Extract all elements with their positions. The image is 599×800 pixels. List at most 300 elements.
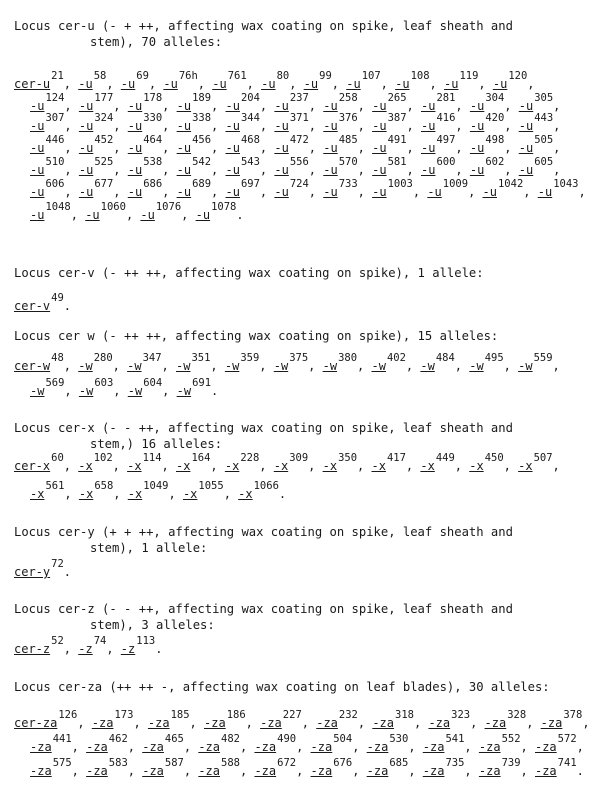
separator: , <box>520 740 535 754</box>
allele-number: 371 <box>289 112 309 124</box>
allele-line <box>30 375 219 398</box>
allele-number: 689 <box>192 178 212 190</box>
allele <box>86 731 128 754</box>
allele <box>372 154 406 177</box>
allele <box>196 199 237 222</box>
locus-section <box>14 328 594 344</box>
allele-number: 186 <box>226 709 246 721</box>
allele-symbol: -u <box>372 163 387 177</box>
allele <box>367 731 409 754</box>
allele <box>14 556 64 579</box>
separator: , <box>63 359 79 373</box>
allele-symbol: -u <box>372 141 387 155</box>
allele-number: 189 <box>192 92 212 104</box>
allele-symbol: -u <box>30 119 45 133</box>
allele-symbol: -za <box>142 764 164 778</box>
allele <box>421 132 455 155</box>
allele-number: 677 <box>94 178 114 190</box>
allele-number: 606 <box>45 178 65 190</box>
allele <box>30 176 64 199</box>
allele-number: 177 <box>94 92 114 104</box>
allele-number: 378 <box>563 709 583 721</box>
allele-number: 761 <box>227 70 247 82</box>
allele <box>261 68 289 91</box>
allele-line <box>30 731 584 754</box>
allele-symbol: -u <box>225 163 240 177</box>
allele-symbol: -u <box>346 77 361 91</box>
allele-symbol: -u <box>421 163 436 177</box>
allele <box>254 731 296 754</box>
allele-number: 552 <box>501 733 521 745</box>
allele-number: 462 <box>108 733 128 745</box>
allele-number: 542 <box>192 156 212 168</box>
end-period: . <box>63 299 72 313</box>
allele-number: 525 <box>94 156 114 168</box>
allele <box>323 132 357 155</box>
allele-symbol: -za <box>198 740 221 754</box>
allele-number: 1060 <box>100 201 126 213</box>
allele-number: 686 <box>143 178 163 190</box>
separator: , <box>64 384 79 398</box>
allele-symbol: -u <box>127 119 143 133</box>
allele-symbol: -u <box>176 141 192 155</box>
allele-symbol: -za <box>198 764 221 778</box>
separator: , <box>189 716 204 730</box>
allele-number: 572 <box>557 733 577 745</box>
allele-symbol: -za <box>540 716 563 730</box>
allele-number: 330 <box>143 112 163 124</box>
allele-number: 402 <box>386 352 406 364</box>
allele <box>225 350 259 373</box>
allele-number: 1066 <box>253 480 279 492</box>
allele <box>79 110 113 133</box>
allele <box>538 176 579 199</box>
separator: , <box>259 119 275 133</box>
allele-symbol: -u <box>78 99 94 113</box>
allele <box>79 132 113 155</box>
allele-symbol: cer-x <box>14 459 51 473</box>
separator: , <box>357 716 373 730</box>
allele-number: 441 <box>52 733 72 745</box>
separator: , <box>553 99 561 113</box>
separator: , <box>113 487 128 501</box>
allele-symbol: -u <box>443 77 459 91</box>
allele <box>177 110 211 133</box>
allele <box>519 132 553 155</box>
allele-symbol: -u <box>482 185 497 199</box>
allele <box>541 707 583 730</box>
allele-symbol: -x <box>224 459 240 473</box>
allele <box>78 350 112 373</box>
separator: , <box>259 163 275 177</box>
allele-number: 443 <box>534 112 554 124</box>
allele <box>30 110 64 133</box>
allele-symbol: -u <box>140 208 155 222</box>
allele <box>323 350 357 373</box>
allele-number: 359 <box>240 352 260 364</box>
allele-number: 305 <box>534 92 554 104</box>
separator: , <box>113 384 128 398</box>
allele-symbol: -u <box>469 141 485 155</box>
allele <box>128 176 162 199</box>
end-period: . <box>278 487 287 501</box>
allele <box>371 350 405 373</box>
allele <box>470 154 504 177</box>
allele <box>469 450 503 473</box>
allele <box>30 199 71 222</box>
allele-symbol: -w <box>30 384 45 398</box>
separator: , <box>408 764 423 778</box>
separator: , <box>211 163 226 177</box>
allele-symbol: -za <box>372 716 395 730</box>
end-period: . <box>155 642 163 656</box>
allele-symbol: -x <box>371 459 386 473</box>
allele-number: 456 <box>192 134 212 146</box>
allele-number: 575 <box>52 757 72 769</box>
separator: , <box>161 459 176 473</box>
allele-symbol: -x <box>175 459 191 473</box>
allele-number: 485 <box>338 134 358 146</box>
allele <box>470 110 504 133</box>
allele-number: 102 <box>93 452 113 464</box>
allele <box>142 731 184 754</box>
allele-symbol: -w <box>518 359 533 373</box>
separator: , <box>71 740 87 754</box>
separator: , <box>468 185 483 199</box>
allele-line <box>30 154 561 177</box>
allele <box>260 707 302 730</box>
allele <box>14 350 64 373</box>
allele-symbol: cer-w <box>14 359 51 373</box>
separator: , <box>296 764 311 778</box>
allele-number: 237 <box>289 92 309 104</box>
allele-symbol: -u <box>274 99 289 113</box>
allele <box>226 176 260 199</box>
allele-number: 324 <box>94 112 114 124</box>
separator: , <box>211 119 226 133</box>
locus-header: Locus cer w (- ++ ++, affecting wax coating on spike), 15 alleles: <box>14 329 499 343</box>
allele-number: 1043 <box>553 178 579 190</box>
separator: , <box>168 487 183 501</box>
allele <box>238 478 279 501</box>
separator: , <box>357 459 372 473</box>
separator: , <box>552 359 560 373</box>
allele-symbol: -za <box>147 716 170 730</box>
allele-number: 21 <box>51 70 64 82</box>
separator: , <box>125 208 141 222</box>
allele <box>226 154 260 177</box>
separator: , <box>331 77 347 91</box>
allele <box>79 375 113 398</box>
separator: , <box>504 119 519 133</box>
allele-number: 691 <box>192 377 212 389</box>
allele-symbol: -za <box>254 740 277 754</box>
allele-symbol: -w <box>175 359 191 373</box>
end-period: . <box>63 565 72 579</box>
allele-number: 543 <box>240 156 260 168</box>
separator: , <box>259 359 274 373</box>
allele-symbol: -za <box>30 764 52 778</box>
separator: , <box>127 740 143 754</box>
allele-symbol: -u <box>469 99 485 113</box>
allele <box>372 176 413 199</box>
allele-number: 350 <box>338 452 358 464</box>
separator: , <box>211 99 226 113</box>
allele <box>14 707 77 730</box>
allele <box>485 707 527 730</box>
allele <box>30 731 72 754</box>
allele-symbol: -u <box>372 185 387 199</box>
separator: , <box>413 716 429 730</box>
separator: , <box>64 185 79 199</box>
separator: , <box>183 764 199 778</box>
allele-number: 351 <box>191 352 211 364</box>
allele-number: 124 <box>45 92 65 104</box>
allele-number: 498 <box>485 134 505 146</box>
allele <box>14 68 64 91</box>
allele-number: 465 <box>164 733 184 745</box>
allele-number: 344 <box>240 112 260 124</box>
allele-line <box>30 176 586 199</box>
allele-symbol: -x <box>518 459 533 473</box>
separator: , <box>380 77 396 91</box>
allele-line <box>14 350 560 373</box>
separator: , <box>259 141 275 155</box>
separator: , <box>64 141 79 155</box>
allele-symbol: -u <box>120 77 136 91</box>
allele <box>176 450 210 473</box>
allele-number: 1049 <box>143 480 169 492</box>
allele-number: 559 <box>533 352 553 364</box>
allele-number: 69 <box>136 70 149 82</box>
allele <box>121 633 155 656</box>
allele <box>274 110 308 133</box>
allele <box>323 110 357 133</box>
separator: , <box>553 163 561 177</box>
allele <box>483 176 524 199</box>
allele-symbol: -u <box>372 119 387 133</box>
allele-symbol: -u <box>492 77 508 91</box>
allele-number: 119 <box>459 70 479 82</box>
separator: , <box>162 163 177 177</box>
separator: , <box>162 119 177 133</box>
allele-symbol: -u <box>323 119 338 133</box>
allele-number: 74 <box>93 635 107 647</box>
locus-header-cont: stem), 3 alleles: <box>90 618 215 632</box>
allele <box>428 707 470 730</box>
separator: , <box>113 185 128 199</box>
allele-symbol: -za <box>86 764 108 778</box>
separator: , <box>211 141 226 155</box>
allele-number: 541 <box>445 733 465 745</box>
allele-number: 1055 <box>198 480 224 492</box>
allele-symbol: -u <box>163 77 178 91</box>
allele <box>226 132 260 155</box>
separator: , <box>162 384 177 398</box>
allele-symbol: cer-z <box>14 642 51 656</box>
locus-section <box>14 601 594 633</box>
allele <box>420 450 454 473</box>
allele-number: 1048 <box>45 201 71 213</box>
allele-number: 490 <box>277 733 297 745</box>
allele <box>14 633 64 656</box>
allele-line <box>14 633 163 656</box>
allele-symbol: -u <box>421 119 436 133</box>
allele <box>198 755 240 778</box>
allele-symbol: -x <box>469 459 484 473</box>
separator: , <box>71 764 87 778</box>
allele <box>128 110 162 133</box>
allele-symbol: -u <box>176 119 192 133</box>
allele-number: 1076 <box>155 201 182 213</box>
allele <box>311 731 353 754</box>
separator: , <box>113 163 128 177</box>
separator: , <box>504 141 519 155</box>
allele <box>204 707 246 730</box>
allele <box>92 707 134 730</box>
allele-number: 741 <box>557 757 577 769</box>
allele <box>470 132 504 155</box>
allele <box>367 755 409 778</box>
separator: , <box>308 163 324 177</box>
allele-number: 49 <box>51 292 64 304</box>
allele-number: 561 <box>45 480 65 492</box>
allele-symbol: cer-v <box>14 299 51 313</box>
separator: , <box>357 119 373 133</box>
allele <box>316 707 358 730</box>
allele-number: 99 <box>319 70 332 82</box>
separator: , <box>133 716 148 730</box>
separator: , <box>148 77 164 91</box>
allele <box>30 755 72 778</box>
allele <box>128 478 169 501</box>
allele-symbol: -u <box>421 99 436 113</box>
separator: , <box>503 459 519 473</box>
allele-symbol: -w <box>273 359 289 373</box>
separator: , <box>106 77 121 91</box>
separator: , <box>113 99 128 113</box>
allele <box>535 755 577 778</box>
separator: , <box>406 119 421 133</box>
separator: , <box>478 77 493 91</box>
separator: , <box>161 359 176 373</box>
allele <box>323 176 357 199</box>
allele-symbol: -u <box>30 99 45 113</box>
allele-number: 80 <box>276 70 290 82</box>
allele <box>177 375 211 398</box>
allele-symbol: -za <box>422 740 445 754</box>
allele-number: 228 <box>240 452 260 464</box>
allele <box>254 755 296 778</box>
separator: , <box>70 208 86 222</box>
allele-symbol: -za <box>478 764 501 778</box>
separator: , <box>523 185 538 199</box>
separator: , <box>239 764 255 778</box>
allele <box>311 755 353 778</box>
allele-number: 724 <box>289 178 309 190</box>
allele-number: 538 <box>143 156 163 168</box>
separator: , <box>357 141 373 155</box>
allele <box>226 110 260 133</box>
allele <box>86 755 128 778</box>
allele-number: 417 <box>386 452 406 464</box>
allele-symbol: -za <box>91 716 114 730</box>
allele-number: 227 <box>282 709 302 721</box>
allele-line <box>14 450 560 473</box>
allele-number: 258 <box>338 92 358 104</box>
separator: , <box>301 716 317 730</box>
allele-symbol: -x <box>182 487 198 501</box>
allele-symbol: -u <box>176 99 192 113</box>
allele-number: 309 <box>289 452 309 464</box>
separator: , <box>464 764 479 778</box>
allele-number: 497 <box>436 134 456 146</box>
separator: , <box>352 764 367 778</box>
allele-symbol: -w <box>420 359 435 373</box>
allele <box>30 478 64 501</box>
allele <box>14 290 64 313</box>
allele <box>444 68 478 91</box>
allele-symbol: -za <box>316 716 338 730</box>
separator: , <box>77 716 92 730</box>
allele-symbol: -za <box>422 764 445 778</box>
allele <box>479 731 521 754</box>
allele <box>121 68 149 91</box>
allele-number: 739 <box>501 757 521 769</box>
allele-number: 685 <box>389 757 409 769</box>
separator: , <box>63 77 79 91</box>
allele-line <box>14 707 590 730</box>
allele <box>493 68 527 91</box>
separator: , <box>455 163 470 177</box>
allele-symbol: -u <box>274 185 289 199</box>
allele <box>323 450 357 473</box>
allele-number: 76h <box>178 70 198 82</box>
allele-symbol: -w <box>176 384 192 398</box>
allele-symbol: -u <box>469 119 485 133</box>
allele <box>127 350 161 373</box>
allele-symbol: -za <box>484 716 507 730</box>
separator: , <box>112 459 128 473</box>
allele-symbol: -u <box>518 99 534 113</box>
allele-symbol: -za <box>86 740 108 754</box>
separator: , <box>308 99 324 113</box>
allele-symbol: -u <box>225 185 240 199</box>
allele-symbol: -x <box>78 459 93 473</box>
separator: , <box>578 185 586 199</box>
separator: , <box>503 359 519 373</box>
separator: , <box>406 99 421 113</box>
locus-section <box>14 18 594 50</box>
allele-number: 484 <box>435 352 455 364</box>
allele <box>421 110 455 133</box>
separator: , <box>576 740 584 754</box>
allele-symbol: cer-za <box>14 716 58 730</box>
allele <box>177 176 211 199</box>
allele <box>128 132 162 155</box>
separator: , <box>408 740 423 754</box>
allele-number: 185 <box>170 709 190 721</box>
allele-symbol: -za <box>428 716 451 730</box>
allele-number: 232 <box>338 709 358 721</box>
separator: , <box>210 459 225 473</box>
allele-number: 107 <box>361 70 381 82</box>
allele-symbol: -u <box>261 77 276 91</box>
allele <box>30 132 64 155</box>
allele-symbol: -u <box>323 163 338 177</box>
allele-number: 52 <box>51 635 64 647</box>
allele-symbol: -u <box>225 141 240 155</box>
